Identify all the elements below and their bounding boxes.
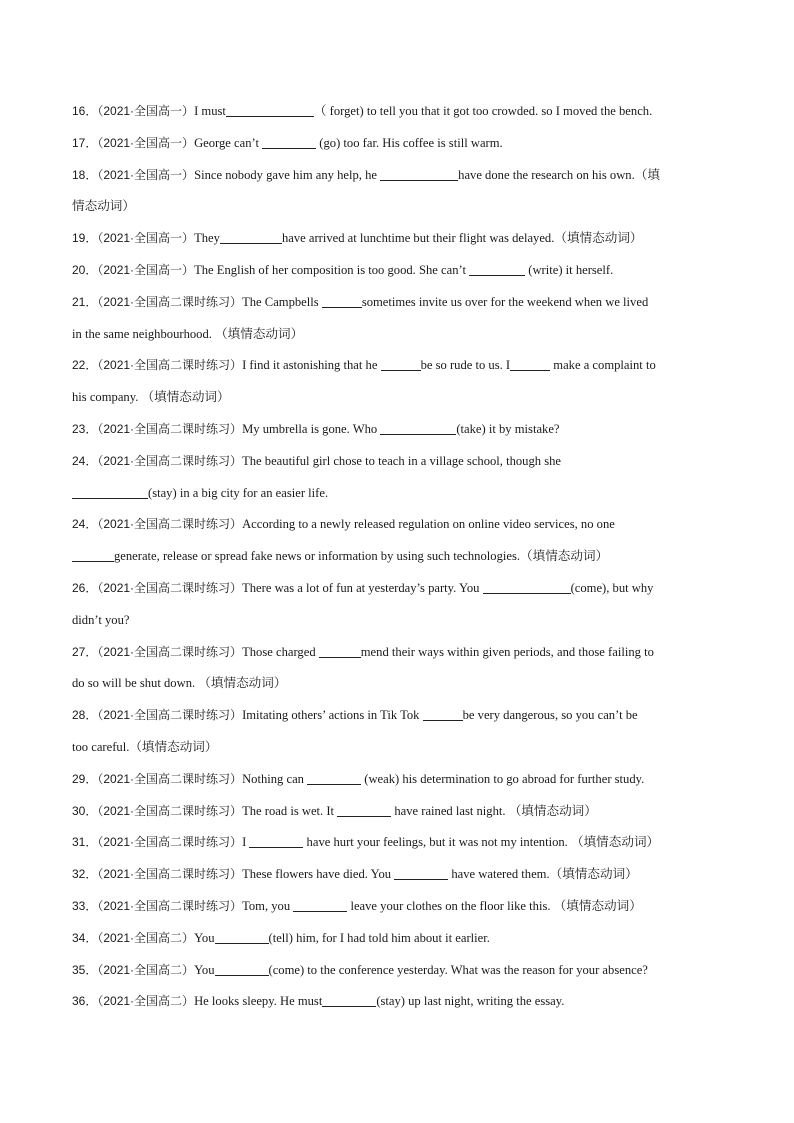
answer-blank[interactable]: [322, 994, 376, 1007]
question-number: 27．: [72, 644, 98, 659]
question-text: You: [194, 962, 215, 977]
question-text: have hurt your feelings, but it was not my intention. （填情态动词）: [303, 835, 660, 850]
question-source: （2021·全国高二课时练习）: [97, 867, 243, 882]
question-text: mend their ways within given periods, and those failing to: [360, 644, 654, 659]
answer-blank[interactable]: [322, 295, 362, 308]
question-line: [72, 993, 724, 1009]
question-text: (come), but why: [570, 581, 654, 595]
question-text: leave your clothes on the floor like this. （填情态动词）: [347, 899, 642, 913]
answer-blank[interactable]: [307, 772, 361, 785]
question-text: （ forget) to tell you that it got too crowded. so I moved the bench.: [313, 104, 653, 118]
question-text: too careful.（填情态动词）: [72, 740, 218, 754]
question-text: He looks sleepy. He must: [194, 994, 323, 1009]
answer-blank[interactable]: [293, 899, 347, 912]
question-line: [72, 580, 724, 596]
question-source: （2021·全国高一）: [97, 231, 195, 246]
question-source: （2021·全国高二课时练习）: [97, 899, 243, 913]
question-source: （2021·全国高一）: [97, 135, 195, 150]
question-line: [72, 294, 724, 310]
question-source: （2021·全国高二课时练习）: [97, 453, 243, 468]
question-text: The Campbells: [242, 294, 322, 309]
question-text: (weak) his determination to go abroad for further study.: [361, 771, 645, 786]
question-continuation-line: [72, 389, 724, 405]
question-text: There was a lot of fun at yesterday’s party. You: [242, 581, 483, 595]
question-source: （2021·全国高二）: [97, 962, 195, 977]
question-number: 22．: [72, 358, 98, 373]
question-line: [72, 167, 724, 183]
question-text: Nothing can: [242, 771, 308, 786]
question-continuation-line: [72, 485, 724, 501]
question-source: （2021·全国高二）: [97, 994, 195, 1009]
question-number: 32．: [72, 867, 98, 882]
question-source: （2021·全国高二课时练习）: [97, 708, 243, 723]
question-line: [72, 644, 724, 660]
question-number: 34．: [72, 930, 98, 945]
answer-blank[interactable]: [319, 645, 361, 658]
question-number: 36．: [72, 994, 98, 1009]
question-line: [72, 834, 724, 850]
question-number: 33．: [72, 899, 98, 913]
question-line: [72, 135, 724, 151]
question-text: sometimes invite us over for the weekend when we lived: [361, 294, 649, 309]
question-line: [72, 357, 724, 373]
question-text: (write) it herself.: [525, 263, 614, 277]
question-text: have done the research on his own.（填: [458, 167, 660, 182]
question-source: （2021·全国高一）: [97, 263, 195, 277]
answer-blank[interactable]: [510, 358, 550, 371]
question-text: (stay) up last night, writing the essay.: [376, 994, 565, 1009]
question-text: Since nobody gave him any help, he: [194, 167, 381, 182]
question-source: （2021·全国高二）: [97, 930, 195, 945]
question-text: (come) to the conference yesterday. What was the reason for your absence?: [268, 962, 648, 977]
question-text: (stay) in a big city for an easier life.: [148, 485, 329, 500]
question-line: [72, 930, 724, 946]
question-text: The road is wet. It: [242, 803, 338, 818]
question-text: have rained last night. （填情态动词）: [391, 803, 597, 818]
question-source: （2021·全国高二课时练习）: [97, 422, 243, 436]
question-text: be very dangerous, so you can’t be: [462, 708, 638, 723]
question-text: George can’t: [194, 135, 263, 150]
question-continuation-line: [72, 326, 724, 342]
question-number: 24．: [72, 517, 98, 532]
answer-blank[interactable]: [337, 804, 391, 817]
answer-blank[interactable]: [220, 231, 282, 244]
question-text: Those charged: [242, 644, 319, 659]
question-text: These flowers have died. You: [242, 867, 395, 882]
question-text: make a complaint to: [550, 358, 656, 373]
question-number: 17．: [72, 135, 98, 150]
question-source: （2021·全国高二课时练习）: [97, 517, 243, 532]
question-source: （2021·全国高二课时练习）: [97, 771, 243, 786]
question-number: 24．: [72, 453, 98, 468]
answer-blank[interactable]: [423, 708, 463, 721]
question-source: （2021·全国高二课时练习）: [97, 581, 243, 595]
question-line: [72, 866, 724, 882]
question-text: have watered them.（填情态动词）: [448, 867, 638, 882]
question-text: I: [242, 835, 250, 850]
question-source: （2021·全国高二课时练习）: [97, 358, 243, 373]
question-number: 35．: [72, 962, 98, 977]
question-source: （2021·全国高一）: [97, 167, 195, 182]
answer-blank[interactable]: [215, 931, 269, 944]
question-line: [72, 771, 724, 787]
question-number: 18．: [72, 167, 98, 182]
question-number: 28．: [72, 708, 98, 723]
question-number: 20．: [72, 263, 98, 277]
question-line: [72, 262, 724, 278]
answer-blank[interactable]: [380, 422, 456, 435]
question-continuation-line: [72, 612, 724, 628]
answer-blank[interactable]: [380, 168, 458, 181]
question-source: （2021·全国高二课时练习）: [97, 835, 243, 850]
question-number: 31．: [72, 835, 98, 850]
answer-blank[interactable]: [381, 358, 421, 371]
question-line: [72, 453, 724, 469]
question-line: [72, 103, 724, 119]
question-text: They: [194, 231, 220, 246]
question-source: （2021·全国高一）: [97, 104, 195, 118]
question-source: （2021·全国高二课时练习）: [97, 294, 243, 309]
question-text: generate, release or spread fake news or information by using such technologies.（填情态动词）: [114, 549, 609, 564]
question-number: 16．: [72, 104, 98, 118]
question-text: I find it astonishing that he: [242, 358, 381, 373]
question-number: 23．: [72, 422, 98, 436]
question-text: (go) too far. His coffee is still warm.: [316, 135, 503, 150]
question-text: 情态动词）: [72, 199, 135, 214]
answer-blank[interactable]: [72, 486, 148, 499]
question-text: his company. （填情态动词）: [72, 390, 230, 405]
question-number: 29．: [72, 771, 98, 786]
question-continuation-line: [72, 548, 724, 564]
question-number: 19．: [72, 231, 98, 246]
question-continuation-line: [72, 739, 724, 755]
question-text: According to a newly released regulation on online video services, no one: [242, 517, 615, 532]
question-text: in the same neighbourhood. （填情态动词）: [72, 326, 304, 341]
question-line: [72, 803, 724, 819]
question-text: Imitating others’ actions in Tik Tok: [242, 708, 423, 723]
answer-blank[interactable]: [249, 835, 303, 848]
answer-blank[interactable]: [469, 263, 525, 276]
question-continuation-line: [72, 675, 724, 691]
question-number: 30．: [72, 803, 98, 818]
question-line: [72, 516, 724, 532]
question-line: [72, 421, 724, 437]
question-text: (take) it by mistake?: [456, 422, 560, 436]
answer-blank[interactable]: [394, 867, 448, 880]
question-text: (tell) him, for I had told him about it earlier.: [268, 930, 490, 945]
question-line: [72, 962, 724, 978]
question-text: Tom, you: [242, 899, 294, 913]
question-text: My umbrella is gone. Who: [242, 422, 381, 436]
question-text: You: [194, 930, 215, 945]
answer-blank[interactable]: [483, 581, 571, 594]
question-number: 21．: [72, 294, 98, 309]
question-text: didn’t you?: [72, 612, 130, 627]
question-source: （2021·全国高二课时练习）: [97, 803, 243, 818]
question-line: [72, 898, 724, 914]
question-continuation-line: [72, 198, 724, 214]
question-line: [72, 230, 724, 246]
answer-blank[interactable]: [226, 104, 314, 117]
question-text: do so will be shut down. （填情态动词）: [72, 676, 287, 691]
question-source: （2021·全国高二课时练习）: [97, 644, 243, 659]
question-text: The English of her composition is too good. She can’t: [194, 263, 470, 277]
question-text: have arrived at lunchtime but their flight was delayed.（填情态动词）: [281, 231, 643, 246]
question-line: [72, 707, 724, 723]
question-text: The beautiful girl chose to teach in a village school, though she: [242, 453, 562, 468]
question-text: be so rude to us. I: [420, 358, 511, 373]
answer-blank[interactable]: [72, 549, 114, 562]
answer-blank[interactable]: [262, 136, 316, 149]
question-number: 26．: [72, 581, 98, 595]
question-text: I must: [194, 104, 226, 118]
answer-blank[interactable]: [215, 963, 269, 976]
